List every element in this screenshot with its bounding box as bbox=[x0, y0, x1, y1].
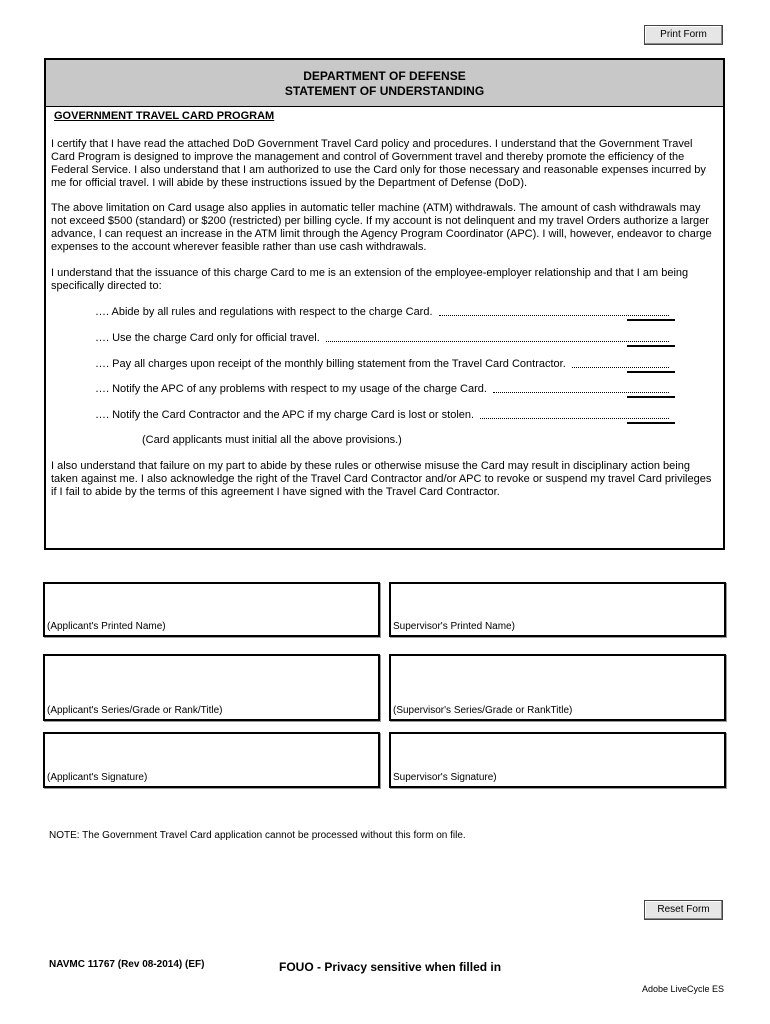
paragraph-atm: The above limitation on Card usage also applies in automatic teller machine (ATM) withdrawals. The amount of cash withdrawals may not exceed $500 (standard) or $200 (restricted) per billing cycle. If my account is not delinquent and my travel Orders authorize a larger advance, I can request an increase in the ATM limit through the Agency Program Coordinator (APC). I will, however, endeavor to charge expenses to the account wherever feasible rather than use cash withdrawals. bbox=[51, 202, 712, 253]
provision-text: …. Notify the APC of any problems with respect to my usage of the charge Card. bbox=[95, 383, 487, 395]
applicant-signature-field[interactable] bbox=[43, 732, 380, 788]
provision-1 bbox=[95, 305, 675, 319]
initial-instruction: (Card applicants must initial all the above provisions.) bbox=[142, 434, 402, 446]
section-title: GOVERNMENT TRAVEL CARD PROGRAM bbox=[54, 110, 275, 122]
supervisor-signature-label: Supervisor's Signature) bbox=[393, 772, 497, 783]
paragraph-disciplinary: I also understand that failure on my part to abide by these rules or otherwise misuse the Card may result in disciplinary action being taken against me. I also acknowledge the right of the Travel Card Contractor and/or APC to revoke or suspend my travel Card privileges if I fail to abide by the terms of this agreement I have signed with the Travel Card Contractor. bbox=[51, 460, 712, 498]
applicant-grade-label: (Applicant's Series/Grade or Rank/Title) bbox=[47, 705, 223, 716]
header-statement: STATEMENT OF UNDERSTANDING bbox=[284, 84, 485, 98]
software-label: Adobe LiveCycle ES bbox=[642, 984, 725, 994]
initial-field-4[interactable] bbox=[627, 396, 675, 398]
initial-field-1[interactable] bbox=[627, 319, 675, 321]
provision-4 bbox=[95, 382, 675, 396]
initial-field-5[interactable] bbox=[627, 422, 675, 424]
provision-text: …. Abide by all rules and regulations with respect to the charge Card. bbox=[95, 306, 433, 318]
initial-field-2[interactable] bbox=[627, 345, 675, 347]
paragraph-issuance: I understand that the issuance of this charge Card to me is an extension of the employee-employer relationship and that I am being specifically directed to: bbox=[51, 267, 689, 292]
provision-3 bbox=[95, 357, 675, 371]
supervisor-grade-field[interactable] bbox=[389, 654, 726, 721]
initial-field-3[interactable] bbox=[627, 371, 675, 373]
processing-note: NOTE: The Government Travel Card application cannot be processed without this form on file. bbox=[49, 830, 466, 841]
print-form-button[interactable]: Print Form bbox=[644, 25, 723, 45]
provision-2 bbox=[95, 331, 675, 345]
supervisor-name-field[interactable] bbox=[389, 582, 726, 637]
provision-text: …. Notify the Card Contractor and the APC if my charge Card is lost or stolen. bbox=[95, 409, 475, 421]
applicant-signature-label: (Applicant's Signature) bbox=[47, 772, 148, 783]
fouo-notice: FOUO - Privacy sensitive when filled in bbox=[279, 960, 502, 974]
reset-form-button[interactable]: Reset Form bbox=[644, 900, 723, 920]
supervisor-name-label: Supervisor's Printed Name) bbox=[393, 621, 515, 632]
applicant-name-field[interactable] bbox=[43, 582, 380, 637]
provision-5 bbox=[95, 408, 675, 422]
form-number: NAVMC 11767 (Rev 08-2014) (EF) bbox=[49, 959, 205, 970]
supervisor-grade-label: (Supervisor's Series/Grade or RankTitle) bbox=[393, 705, 573, 716]
provision-text: …. Pay all charges upon receipt of the monthly billing statement from the Travel Card Contractor. bbox=[95, 358, 566, 370]
applicant-grade-field[interactable] bbox=[43, 654, 380, 721]
supervisor-signature-field[interactable] bbox=[389, 732, 726, 788]
applicant-name-label: (Applicant's Printed Name) bbox=[47, 621, 166, 632]
header-department: DEPARTMENT OF DEFENSE bbox=[303, 69, 466, 83]
paragraph-certify: I certify that I have read the attached DoD Government Travel Card policy and procedures. I understand that the Government Travel Card Program is designed to improve the management and control of Government travel and thereby promote the efficiency of the Federal Service. I also understand that I am authorized to use the Card only for those necessary and reasonable expenses incurred by me for official travel. I will abide by these instructions issued by the Department of Defense (DoD). bbox=[51, 138, 706, 189]
statement-box bbox=[44, 58, 725, 550]
provision-text: …. Use the charge Card only for official travel. bbox=[95, 332, 320, 344]
form-header bbox=[46, 60, 723, 107]
